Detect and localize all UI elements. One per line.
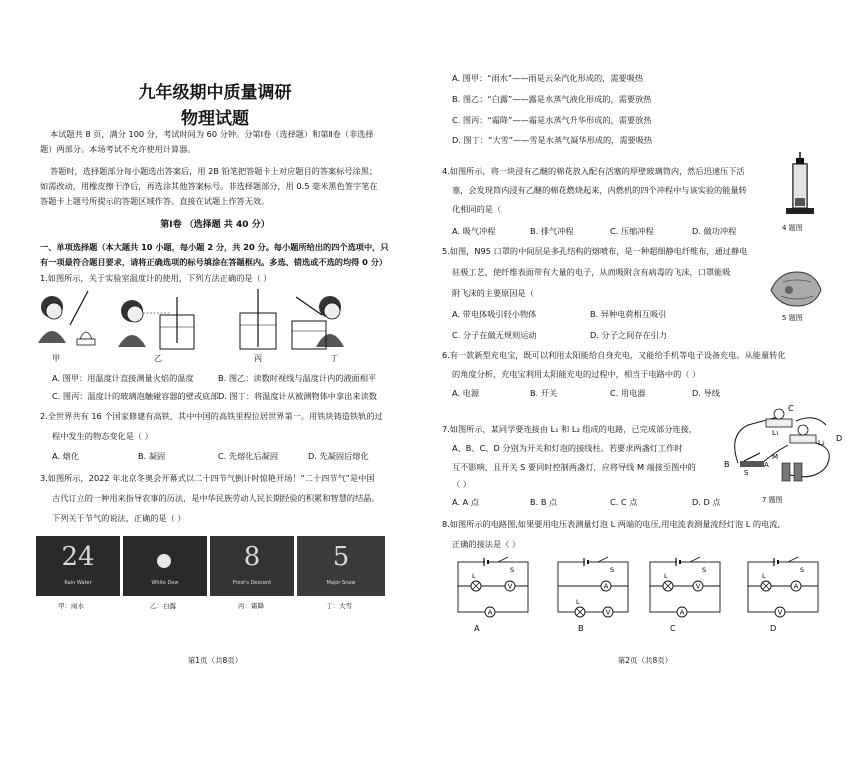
q1-label-bing: 丙 (254, 353, 263, 363)
circuit-c-switch-label: S (702, 566, 707, 574)
q8-label-d: D (770, 623, 777, 633)
q3-option-c: C. 图丙：“霜降”——霜是水蒸气升华形成的，需要放热 (452, 115, 652, 125)
q3-option-b: B. 图乙：“白露”——露是水蒸气液化形成的，需要放热 (452, 94, 652, 104)
q3-photo-white-dew: White Dew (123, 536, 207, 596)
q6-option-c: C. 用电器 (610, 388, 646, 398)
circuit-c-voltmeter-label: V (695, 582, 701, 591)
page-footer-left: 第1页（共8页） (187, 656, 243, 665)
q1-label-jia: 甲 (52, 353, 61, 363)
q2-stem-1: 2.全世界共有 16 个国家修建有高铁，其中中国的高铁里程位居世界第一。用铁块铸造铁轨的过 (40, 411, 383, 421)
intro-line-4: 如需改动，用橡皮擦干净后，再选涂其他答案标号。非选择题部分，用 0.5 毫米黑色签字笔在 (40, 181, 378, 191)
battery-2 (794, 463, 802, 481)
battery-1 (782, 463, 790, 481)
q4-stem-3: 化相同的是（ (452, 204, 502, 214)
q8-label-b: B (578, 623, 584, 633)
q7-stem-2: A、B、C、D 分别为开关和灯泡的接线柱。若要求两盏灯工作时 (452, 443, 683, 453)
q3-caption-3: 丙：霜降 (238, 602, 264, 610)
circuit-b-voltmeter-label: V (605, 608, 611, 617)
intro-line-2: 题）两部分。本场考试不允许使用计算器。 (40, 144, 196, 154)
q5-stem-2: 驻极工艺，使纤维表面带有大量的电子，从而吸附含有病毒的飞沫，口罩能吸 (452, 267, 731, 277)
circuit-b-ammeter-label: A (603, 582, 609, 591)
q7-stem-4: （ ） (452, 479, 471, 489)
q1-fig-yi (118, 297, 194, 349)
circuit-a-switch (498, 557, 508, 562)
intro-line-3: 答题时，选择题部分每小题选出答案后，用 2B 铅笔把答题卡上对应题目的答案标号涂黑； (50, 166, 378, 176)
q3-photo-rain-water: 24 Rain Water (36, 536, 120, 596)
circuit-a-switch-label: S (510, 566, 515, 574)
q7-label-l1: L₁ (772, 429, 779, 437)
q3-stem-3: 下列关于节气的说法，正确的是（ ） (52, 513, 186, 523)
q1-option-d: D. 图丁：将温度计从被测物体中拿出来读数 (218, 391, 377, 401)
lamp-l1-base (766, 419, 792, 427)
q3-option-d: D. 图丁：“大雪”——雪是水蒸气凝华形成的，需要吸热 (452, 135, 653, 145)
q6-stem-1: 6.有一款新型充电宝，既可以利用太阳能给自身充电，又能给手机等电子设备充电。从能量转化 (442, 350, 786, 360)
circuit-c-ammeter-label: A (679, 608, 685, 617)
q7-option-c: C. C 点 (610, 497, 638, 507)
q4-option-d: D. 做功冲程 (692, 226, 737, 236)
circuit-a-ammeter-label: A (487, 608, 493, 617)
moon-icon (157, 554, 171, 568)
circuit-c-battery-gap (677, 560, 679, 564)
q3-stem-2: 古代订立的一种用来指导农事的历法，是中华民族劳动人民长期经验的积累和智慧的结晶。 (52, 493, 380, 503)
q2-option-c: C. 先熔化后凝固 (218, 451, 279, 461)
q4-option-b: B. 排气冲程 (530, 226, 574, 236)
circuit-d-battery-gap (775, 560, 777, 564)
circuit-c-frame (650, 562, 720, 612)
q3-caption-4: 丁：大雪 (326, 602, 352, 610)
q7-stem-1: 7.如图所示，某同学要连接由 L₁ 和 L₂ 组成的电路，已完成部分连接， (442, 424, 697, 434)
q5-figure (765, 268, 825, 310)
q1-label-yi: 乙 (154, 353, 163, 363)
q1-figure (30, 285, 370, 355)
instructions-line-1: 一、单项选择题（本大题共 10 小题，每小题 2 分，共 20 分。每小题所给出的四个选项中，只 (40, 242, 389, 252)
circuit-a-battery-gap (485, 560, 487, 564)
q1-fig-ding (292, 296, 344, 349)
circuit-c-lamp-letter: L (664, 572, 668, 580)
q7-label-m: M (772, 453, 779, 461)
q3-stem-1: 3.如图所示，2022 年北京冬奥会开幕式以二十四节气倒计时惊艳开场！“二十四节气”是中国 (40, 473, 375, 483)
q8-label-a: A (474, 623, 480, 633)
q1-fig-bing (240, 289, 276, 349)
q7-label-a: A (764, 461, 769, 469)
q8-circuits (450, 556, 840, 636)
switch-s (740, 461, 764, 467)
q5-stem-1: 5.如图，N95 口罩的中间层是多孔结构的熔喷布，是一种超细静电纤维布，通过静电 (442, 246, 748, 256)
q5-option-b: B. 异种电荷相互吸引 (590, 309, 667, 319)
instructions-line-2: 有一项最符合题目要求，请将正确选项的标号填涂在答题框内。多选、错选或不选的均得 0 分） (40, 257, 388, 267)
circuit-d-frame (748, 562, 818, 612)
circuit-a-frame (458, 562, 528, 612)
q8-stem-1: 8.如图所示的电路图,如果要用电压表测量灯泡 L 两端的电压,用电流表测量流经灯泡 L 的电流, (442, 519, 781, 529)
q4-stem-2: 塞，会发现筒内浸有乙醚的棉花燃烧起来，内燃机的四个冲程中与该实验的能量转 (452, 185, 747, 195)
q7-option-a: A. A 点 (452, 497, 480, 507)
q7-stem-3: 互不影响，且开关 S 要同时控制两盏灯，应将导线 M 端接至图中的 (452, 462, 696, 472)
q1-option-c: C. 图丙：温度计的玻璃泡触碰容器的壁或底部 (52, 391, 219, 401)
q8-stem-2: 正确的接法是（ ） (452, 539, 521, 549)
q7-label-b: B (724, 460, 730, 469)
circuit-c-switch (690, 557, 700, 562)
circuit-b-switch (598, 557, 608, 562)
circuit-a-lamp-letter: L (472, 572, 476, 580)
q6-option-d: D. 导线 (692, 388, 720, 398)
q7-option-d: D. D 点 (692, 497, 721, 507)
q5-option-d: D. 分子之间存在引力 (590, 330, 668, 340)
circuit-d-switch-label: S (800, 566, 805, 574)
q3-caption-2: 乙：白露 (150, 602, 176, 610)
section-heading: 第Ⅰ卷 （选择题 共 40 分） (160, 220, 270, 230)
circuit-d-switch (788, 557, 798, 562)
q7-label-s: S (744, 469, 749, 477)
circuit-a-voltmeter-label: V (507, 582, 513, 591)
circuit-b-lamp-letter: L (576, 598, 580, 606)
q4-option-a: A. 吸气冲程 (452, 226, 496, 236)
page-footer-right: 第2页（共8页） (617, 656, 673, 665)
lamp-l2-base (790, 435, 816, 443)
q2-option-d: D. 先凝固后熔化 (308, 451, 369, 461)
circuit-d-ammeter-label: A (793, 582, 799, 591)
circuit-b-frame (558, 562, 628, 612)
q6-option-a: A. 电源 (452, 388, 480, 398)
right-page (430, 0, 860, 761)
q2-option-a: A. 熔化 (52, 451, 80, 461)
q7-option-b: B. B 点 (530, 497, 558, 507)
intro-line-1: 本试题共 8 页，满分 100 分，考试时间为 60 分钟。分第Ⅰ卷（选择题）和第Ⅱ卷（非选择 (50, 129, 374, 139)
q2-stem-2: 程中发生的物态变化是（ ） (52, 431, 153, 441)
q6-option-b: B. 开关 (530, 388, 558, 398)
q7-label-c: C (788, 405, 794, 413)
q7-figure (718, 405, 848, 495)
q1-stem: 1.如图所示，关于实验室温度计的使用，下列方法正确的是（ ） (40, 273, 272, 283)
intro-line-5: 答题卡上题号所提示的答题区域作答。直接在试题上作答无效。 (40, 196, 270, 206)
q4-option-c: C. 压缩冲程 (610, 226, 654, 236)
circuit-b-battery-gap (585, 560, 587, 564)
q2-option-b: B. 凝固 (138, 451, 166, 461)
q1-fig-jia (38, 291, 95, 345)
q1-option-b: B. 图乙：读数时视线与温度计内的液面相平 (218, 373, 377, 383)
q5-option-a: A. 带电体吸引轻小物体 (452, 309, 537, 319)
q4-fig-caption: 4 题图 (782, 224, 803, 232)
q3-photo-major-snow: 5 Major Snow (297, 536, 385, 596)
circuit-b-switch-label: S (610, 566, 615, 574)
q4-figure (780, 150, 820, 222)
q5-fig-caption: 5 题图 (782, 314, 803, 322)
circuit-d-lamp-letter: L (762, 572, 766, 580)
q7-label-l2: L₂ (818, 439, 825, 447)
q5-stem-3: 附飞沫的主要原因是（ (452, 288, 534, 298)
q3-option-a: A. 图甲：“雨水”——雨是云朵汽化形成的，需要吸热 (452, 73, 644, 83)
q3-photo-frosts-descent: 8 Frost's Descent (210, 536, 294, 596)
q1-option-a: A. 图甲：用温度计直接测量火焰的温度 (52, 373, 194, 383)
q8-label-c: C (670, 623, 676, 633)
exam-subtitle: 物理试题 (181, 109, 249, 129)
q7-label-d: D (836, 434, 843, 443)
q4-stem-1: 4.如图所示，将一块浸有乙醚的棉花放入配有活塞的厚壁玻璃筒内，然后迅速压下活 (442, 166, 745, 176)
q7-fig-caption: 7 题图 (762, 496, 783, 504)
q6-stem-2: 的角度分析，充电宝利用太阳能充电的过程中，相当于电路中的（ ） (452, 369, 701, 379)
lamp-l1-bulb (774, 409, 784, 419)
q1-label-ding: 丁 (330, 353, 339, 363)
circuit-d-voltmeter-label: V (777, 608, 783, 617)
exam-title: 九年级期中质量调研 (138, 83, 292, 103)
q5-option-c: C. 分子在做无规则运动 (452, 330, 537, 340)
q3-caption-1: 甲：雨水 (58, 602, 84, 610)
lamp-l2-bulb (798, 425, 808, 435)
